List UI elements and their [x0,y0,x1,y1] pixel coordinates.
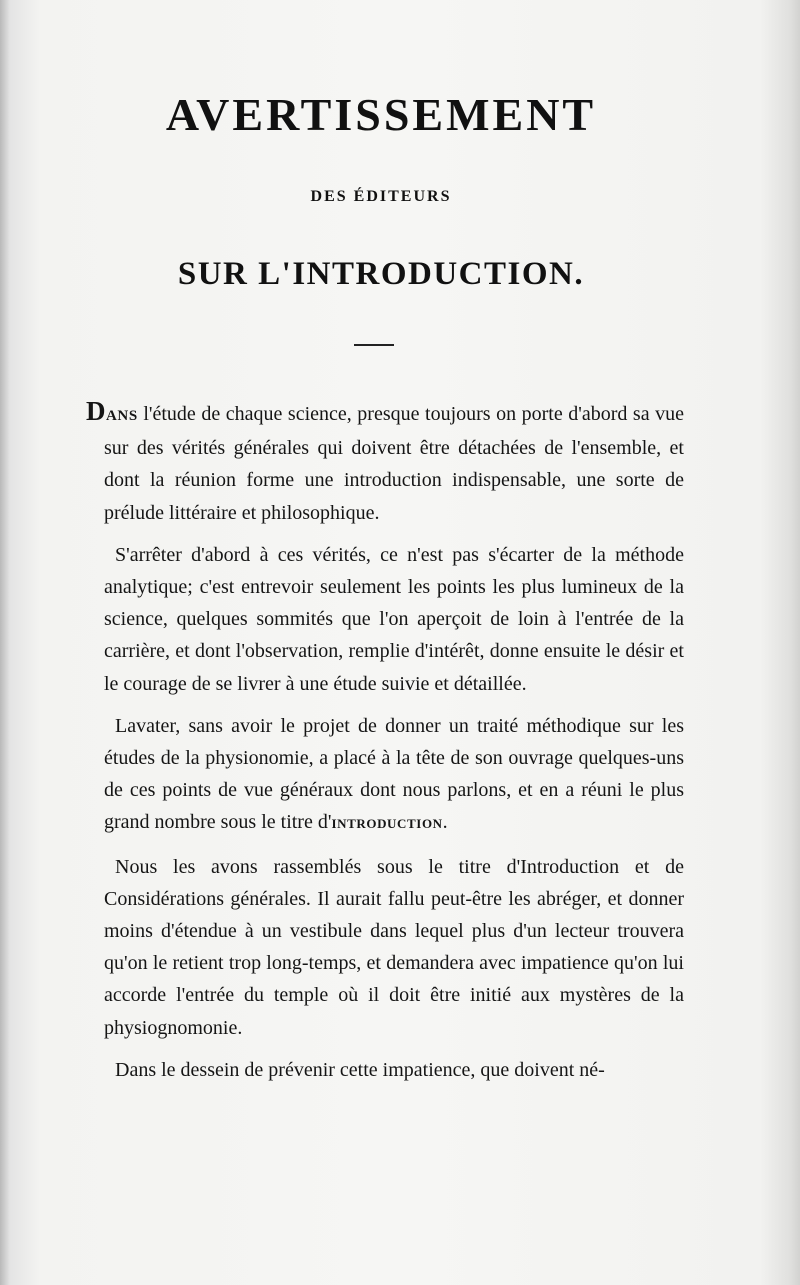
paragraph-3-text: Lavater, sans avoir le projet de donner un traité méthodique sur les études de la physionomie, a placé à la tête de son ouvrage quelques-uns de ces points de vue généraux dont nous parlons, et en a réuni le plus grand nombre sous le titre d' [104,714,684,834]
paragraph-4: Nous les avons rassemblés sous le titre d'Introduction et de Considérations générales. Il aurait fallu peut-être les abréger, et donner moins d'étendue à un vestibule dans lequel plus d'un lecteur trouvera qu'on le retient trop long-temps, et demandera avec impatience qu'on lui accorde l'entrée du temple où il doit être initié aux mystères de la physiognomonie. [104,855,684,1039]
page-title: AVERTISSEMENT [165,89,597,140]
page-subtitle: DES ÉDITEURS [310,188,452,205]
paragraph-3-end: . [442,811,448,834]
paragraph-1 [86,395,684,529]
dropcap-rest: ANS [106,408,138,424]
page-second-title: SUR L'INTRODUCTION. [177,256,585,292]
body-text [86,395,684,1096]
paragraph-5: Dans le dessein de prévenir cette impatience, que doivent né- [115,1058,605,1081]
title-divider [354,344,394,346]
introduction-smallcaps: INTRODUCTION [331,816,443,832]
dropcap-letter: D [86,396,106,426]
paragraph-2: S'arrêter d'abord à ces vérités, ce n'est pas s'écarter de la méthode analytique; c'est entrevoir seulement les points les plus lumineux de la science, quelques sommités que l'on aperçoit de loin à l'entrée de la carrière, et dont l'observation, remplie d'intérêt, donne ensuite le désir et le courage de se livrer à une étude suivie et détaillée. [104,543,684,695]
paragraph-1-text: l'étude de chaque science, presque toujours on porte d'abord sa vue sur des vérités générales qui doivent être détachées de l'ensemble, et dont la réunion forme une introduction indispensable, une sorte de prélude littéraire et philosophique. [104,403,684,524]
paragraph-3 [104,710,684,841]
